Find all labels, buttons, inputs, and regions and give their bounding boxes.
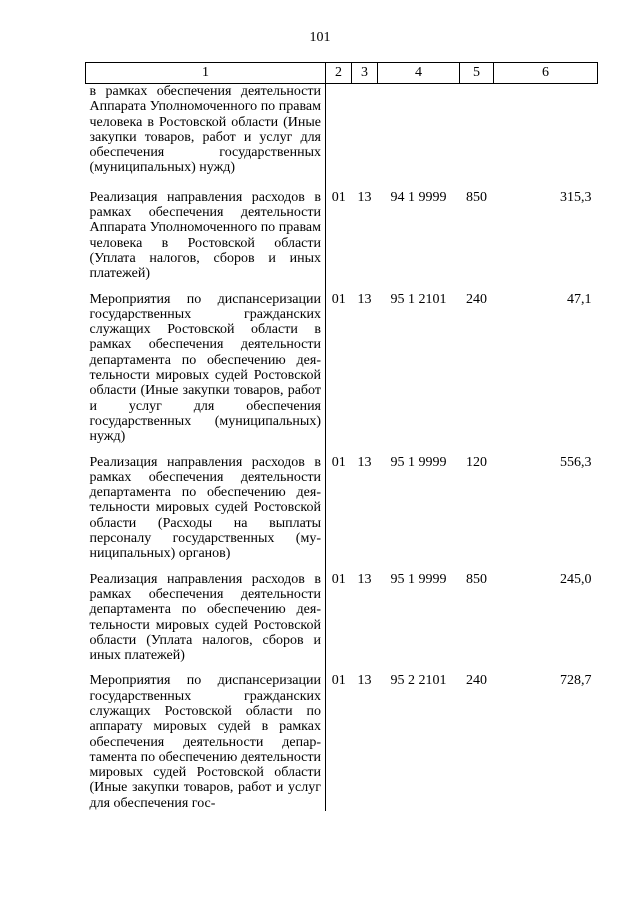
table-body — [86, 84, 598, 812]
row-pr: 13 — [357, 571, 372, 587]
row-description: Мероприятия по диспансеризации государственных гражданских служащих Ростовской области по аппарату мировых судей в рамках обеспечения деятельности департамента по обеспечению деятельности мировых судей Ростовской области (Иные закупки товаров, работ и услуг для обеспечения гос- — [86, 673, 326, 811]
row-pr: 13 — [357, 673, 372, 689]
row-pr: 13 — [357, 291, 372, 307]
row-csr: 94 1 9999 — [390, 189, 447, 205]
row-rz: 01 — [331, 454, 346, 470]
row-vr: 240 — [466, 673, 487, 689]
row-pr: 13 — [357, 454, 372, 470]
row-description: Реализация направления расходов в рамках обеспечения деятельности департамента по обеспечению деятельности мировых судей Ростовской области (Уплата налогов, сборов и иных платежей) — [86, 572, 326, 674]
table-row — [86, 292, 598, 455]
row-description: Реализация направления расходов в рамках обеспечения деятельности департамента по обеспечению деятельности мировых судей Ростовской области (Расходы на выплаты персоналу государственных (муниципальных) органов) — [86, 455, 326, 572]
page-number: 101 — [309, 30, 331, 45]
row-amount: 315,3 — [560, 189, 592, 205]
row-csr — [378, 84, 460, 190]
row-amount: 245,0 — [560, 571, 592, 587]
row-description: в рамках обеспечения деятельности Аппарата Уполномоченного по правам человека в Ростовской области (Иные закупки товаров, работ и услуг для обеспечения государственных (муниципальных) нужд) — [86, 84, 326, 190]
row-amount: 728,7 — [560, 673, 592, 689]
row-rz: 01 — [331, 673, 346, 689]
row-csr: 95 1 9999 — [390, 571, 447, 587]
header-col-2: 2 — [326, 63, 352, 84]
table-row — [86, 190, 598, 292]
table-header — [86, 63, 598, 84]
row-rz: 01 — [331, 189, 346, 205]
header-col-6: 6 — [494, 63, 598, 84]
row-csr: 95 1 2101 — [390, 291, 447, 307]
row-rz — [326, 84, 352, 190]
header-col-4: 4 — [378, 63, 460, 84]
row-pr — [352, 84, 378, 190]
row-vr: 120 — [466, 454, 487, 470]
row-csr: 95 1 9999 — [390, 454, 447, 470]
row-csr: 95 2 2101 — [390, 673, 447, 689]
row-vr: 850 — [466, 189, 487, 205]
table-row — [86, 84, 598, 190]
budget-table — [85, 62, 598, 811]
header-col-3: 3 — [352, 63, 378, 84]
row-vr — [460, 84, 494, 190]
row-vr: 240 — [466, 291, 487, 307]
row-description: Мероприятия по диспансеризации государственных гражданских служащих Ростовской области в рамках обеспечения деятельности департамента по обеспечению деятельности мировых судей Ростовской области (Иные закупки товаров, работ и услуг для обеспечения государственных (муниципальных) нужд) — [86, 292, 326, 455]
row-amount: 556,3 — [560, 454, 592, 470]
row-rz: 01 — [331, 291, 346, 307]
row-pr: 13 — [357, 189, 372, 205]
header-col-5: 5 — [460, 63, 494, 84]
row-rz: 01 — [331, 571, 346, 587]
row-description: Реализация направления расходов в рамках обеспечения деятельности Аппарата Уполномоченного по правам человека в Ростовской области (Уплата налогов, сборов и иных платежей) — [86, 190, 326, 292]
table-row — [86, 455, 598, 572]
row-amount — [494, 84, 598, 190]
row-vr: 850 — [466, 571, 487, 587]
row-amount: 47,1 — [567, 291, 592, 307]
header-col-1: 1 — [86, 63, 326, 84]
table-row — [86, 572, 598, 674]
table-row — [86, 673, 598, 811]
